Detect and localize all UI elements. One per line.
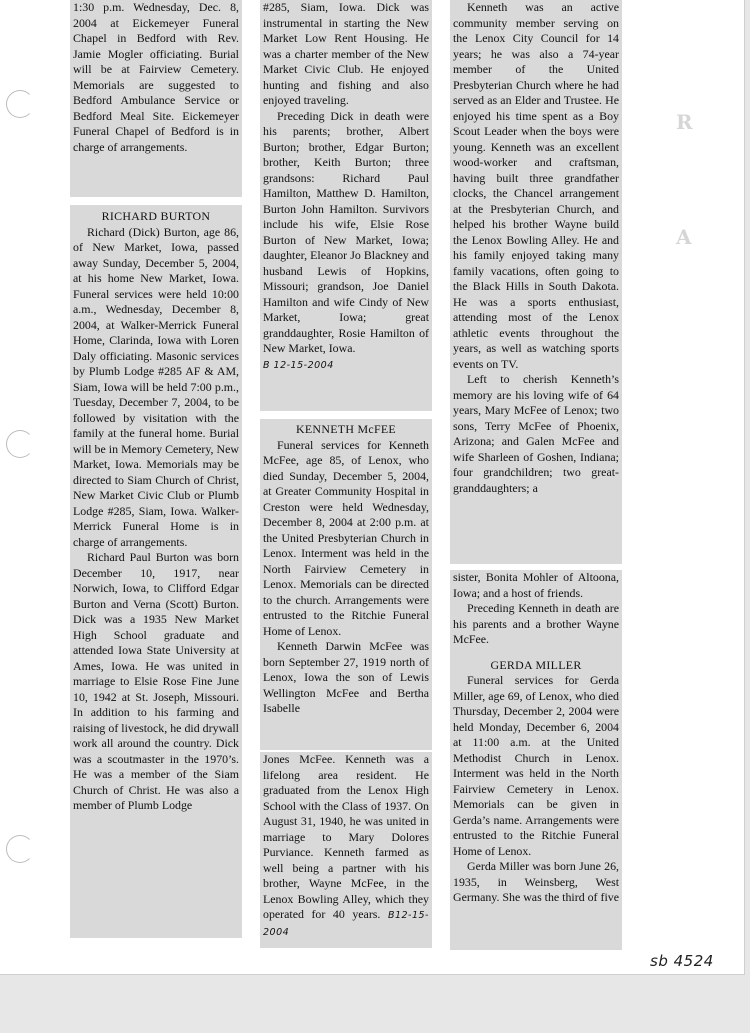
punch-hole [6, 835, 34, 863]
obituary-clipping-kenneth-mcfee [260, 419, 432, 750]
paragraph [263, 752, 429, 940]
obituary-heading: GERDA MILLER [490, 657, 582, 672]
bleed-through-mark: A [676, 225, 692, 249]
paragraph: Richard Paul Burton was born December 10, 1917, near Norwich, Iowa, to Clifford Edgar Burton and Verna (Scott) Burton. Dick was a 1935 New Market High School graduate and attended Iowa State University at Ames, Iowa. He was united in marriage to Elsie Rose Fine June 10, 1942 at St. Joseph, Missouri. In addition to his farming and raising of livestock, he did drywall work all around the country. Dick was a scoutmaster in the 1970’s. He was a member of the Siam Church of Christ. He was also a member of Plumb Lodge [73, 550, 239, 812]
obituary-heading: RICHARD BURTON [101, 209, 211, 223]
paragraph: Kenneth was an active community member serving on the Lenox City Council for 14 years; he was also a 74-year member of the United Presbyterian Church where he had served as an Elder and Trustee. He enjoyed his time spent as a Boy Scout Leader when the boys were young. Kenneth was an excellent wood-worker and craftsman, having built three grandfather clocks, the Chancel arrangement at the Presbyterian Church, and helped his brother Wayne build the Lenox Bowling Alley. He and his family enjoyed taking many family vacations, often going to the Black Hills in South Dakota. He was a sports enthusiast, attending most of the Lenox athletic events throughout the years, as well as watching sports events on TV. [453, 0, 619, 371]
paragraph: Kenneth Darwin McFee was born September 27, 1919 north of Lenox, Iowa the son of Lewis Wellington McFee and Bertha Isabelle [263, 639, 429, 715]
obituary-clipping-bedford-end [70, 0, 242, 197]
obituary-clipping-mcfee-continued [260, 752, 432, 948]
paragraph: Richard (Dick) Burton, age 86, of New Market, Iowa, passed away Sunday, December 5, 2004, at his home New Market, Iowa. Funeral services were held 10:00 a.m., Wednesday, December 8, 2004, at Walker-Merrick Funeral Home, Clarinda, Iowa with Loren Daly officiating. Masonic services by Plumb Lodge #285 AF & AM, Siam, Iowa will be held 7:00 p.m., Tuesday, December 7, 2004, to be followed by visitation with the family at the funeral home. Burial will be in Memory Cemetery, New Market, Iowa. Memorials may be directed to Siam Church of Christ, New Market Civic Club or Plumb Lodge #285, Siam, Iowa. Walker-Merrick Funeral Home is in charge of arrangements. [73, 224, 239, 549]
handwritten-date-note: B 12-15-2004 [263, 359, 334, 371]
obituary-clipping-gerda-miller [450, 570, 622, 950]
obituary-heading: KENNETH McFEE [295, 422, 396, 436]
paragraph: Gerda Miller was born June 26, 1935, in Weinsberg, West Germany. She was the third of five [453, 859, 619, 904]
paragraph: Left to cherish Kenneth’s memory are his loving wife of 64 years, Mary McFee of Lenox; two sons, Terry McFee of Phoenix, Arizona; and Galen McFee and wife Sharleen of Goshen, Indiana; four grandchildren; two great-granddaughters; a [453, 372, 619, 495]
punch-hole [6, 430, 34, 458]
paragraph: Preceding Dick in death were his parents; brother, Albert Burton; brother, Edgar Burton; brother, Keith Burton; three grandsons: Richard Paul Hamilton, Matthew D. Hamilton, Burton John Hamilton. Survivors include his wife, Elsie Rose Burton of New Market, Iowa; daughter, Eleanor Jo Blackney and husband Lewis of Hopkins, Missouri; grandson, Joe Daniel Hamilton and wife Cindy of New Market, Iowa; great granddaughter, Rosie Hamilton of New Market, Iowa. [263, 108, 429, 355]
paragraph-text: Jones McFee. Kenneth was a lifelong area resident. He graduated from the Lenox High School with the Class of 1937. On August 31, 1940, he was united in marriage to Mary Dolores Purviance. Kenneth farmed as well being a partner with his brother, Wayne McFee, in the Lenox Bowling Alley, which they operated for 40 years. [263, 752, 429, 921]
obituary-clipping-mcfee-continued-2 [450, 0, 622, 564]
paragraph: Funeral services for Gerda Miller, age 69, of Lenox, who died Thursday, December 2, 2004 were held Monday, December 6, 2004 at 11:00 a.m. at the United Methodist Church in Lenox. Interment was held in the North Fairview Cemetery in Lenox. Memorials can be given in Gerda’s name. Arrangements were entrusted to the Ritchie Funeral Home of Lenox. [453, 673, 619, 858]
paragraph: 1:30 p.m. Wednesday, Dec. 8, 2004 at Eickemeyer Funeral Chapel in Bedford with Rev. Jamie Mogler officiating. Burial will be at Fairview Cemetery. Memorials are suggested to Bedford Ambulance Service or Bedford Meal Site. Eickemeyer Funeral Chapel of Bedford is in charge of arrangements. [73, 0, 239, 154]
paragraph: Preceding Kenneth in death are his parents and a brother Wayne McFee. [453, 601, 619, 646]
obituary-clipping-burton-continued [260, 0, 432, 411]
punch-hole [6, 90, 34, 118]
paragraph: #285, Siam, Iowa. Dick was instrumental in starting the New Market Low Rent Housing. He was a charter member of the New Market Civic Club. He enjoyed hunting and fishing and also enjoyed traveling. [263, 0, 429, 107]
paragraph: Funeral services for Kenneth McFee, age 85, of Lenox, who died Sunday, December 5, 2004, at Greater Community Hospital in Creston were held Wednesday, December 8, 2004 at 2:00 p.m. at the United Presbyterian Church in Lenox. Interment was held in the North Fairview Cemetery in Lenox. Memorials can be directed to the church. Arrangements were entrusted to the Ritchie Funeral Home of Lenox. [263, 437, 429, 638]
paragraph: sister, Bonita Mohler of Altoona, Iowa; and a host of friends. [453, 570, 619, 600]
handwritten-date-note: B12-15-2004 [263, 910, 429, 938]
obituary-clipping-richard-burton [70, 205, 242, 938]
handwritten-shelf-mark: sb 4524 [650, 952, 714, 970]
bleed-through-mark: R [676, 110, 693, 134]
